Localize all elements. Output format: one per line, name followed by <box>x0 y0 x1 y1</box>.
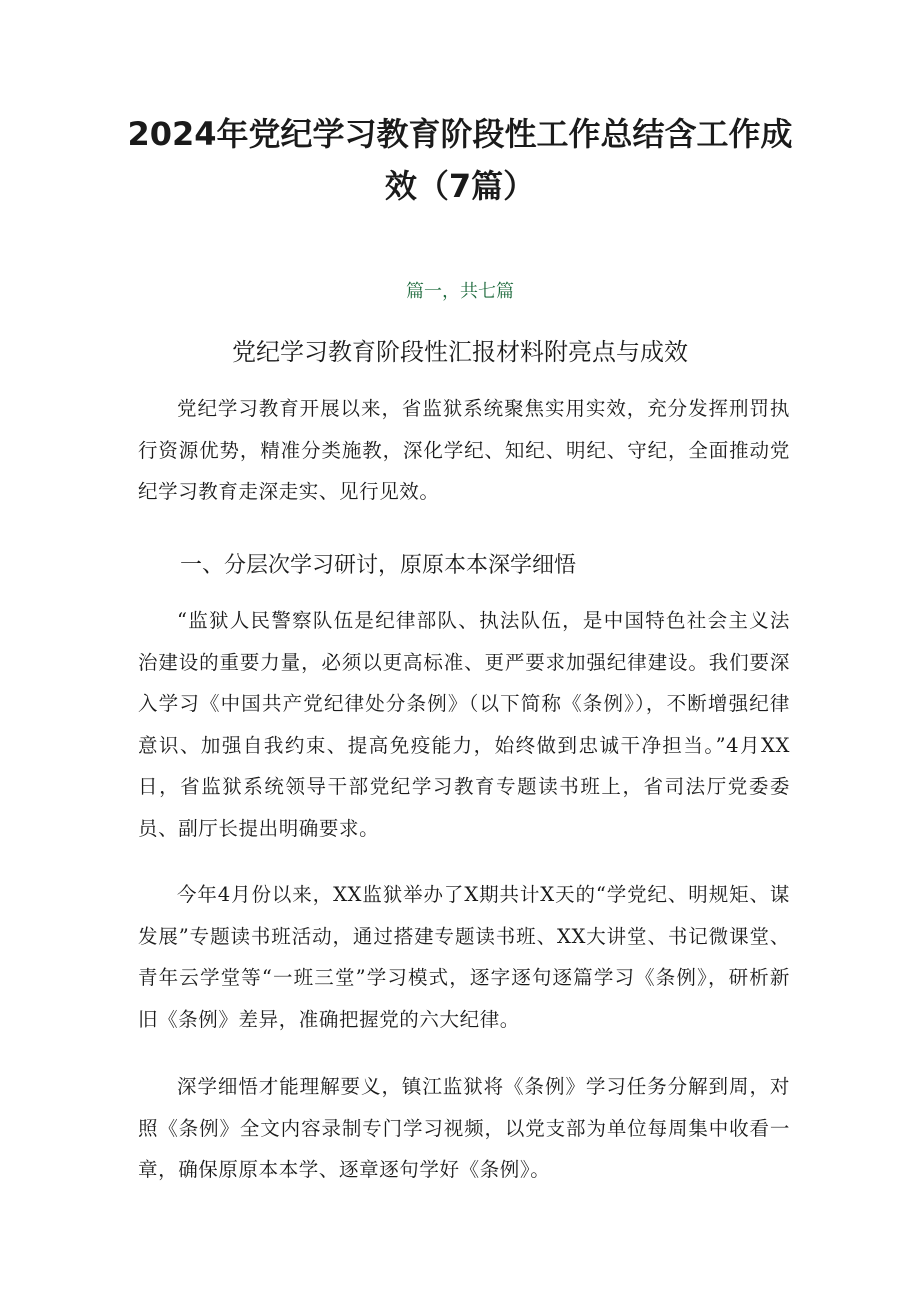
body-paragraph-2: 今年4月份以来，XX监狱举办了X期共计X天的“学党纪、明规矩、谋发展”专题读书班活动，通过搭建专题读书班、XX大讲堂、书记微课堂、青年云学堂等“一班三堂”学习模式，逐字逐句逐篇学习《条例》，研析新旧《条例》差异，准确把握党的六大纪律。 <box>138 883 790 1031</box>
intro-paragraph: 党纪学习教育开展以来，省监狱系统聚焦实用实效，充分发挥刑罚执行资源优势，精准分类施教，深化学纪、知纪、明纪、守纪，全面推动党纪学习教育走深走实、见行见效。 <box>138 397 790 503</box>
body-paragraph-1: “监狱人民警察队伍是纪律部队、执法队伍，是中国特色社会主义法治建设的重要力量，必须以更高标准、更严要求加强纪律建设。我们要深入学习《中国共产党纪律处分条例》（以下简称《条例》），不断增强纪律意识、加强自我约束、提高免疫能力，始终做到忠诚干净担当。”4月XX日，省监狱系统领导干部党纪学习教育专题读书班上，省司法厅党委委员、副厅长提出明确要求。 <box>138 609 790 840</box>
subheading: 一、分层次学习研讨，原原本本深学细悟 <box>180 553 577 578</box>
body-paragraph-3: 深学细悟才能理解要义，镇江监狱将《条例》学习任务分解到周，对照《条例》全文内容录制专门学习视频，以党支部为单位每周集中收看一章，确保原原本本学、逐章逐句学好《条例》。 <box>138 1075 790 1181</box>
part-label: 篇一，共七篇 <box>406 281 514 302</box>
document-title: 2024年党纪学习教育阶段性工作总结含工作成效（7篇） <box>127 115 793 205</box>
section-title: 党纪学习教育阶段性汇报材料附亮点与成效 <box>232 338 688 366</box>
